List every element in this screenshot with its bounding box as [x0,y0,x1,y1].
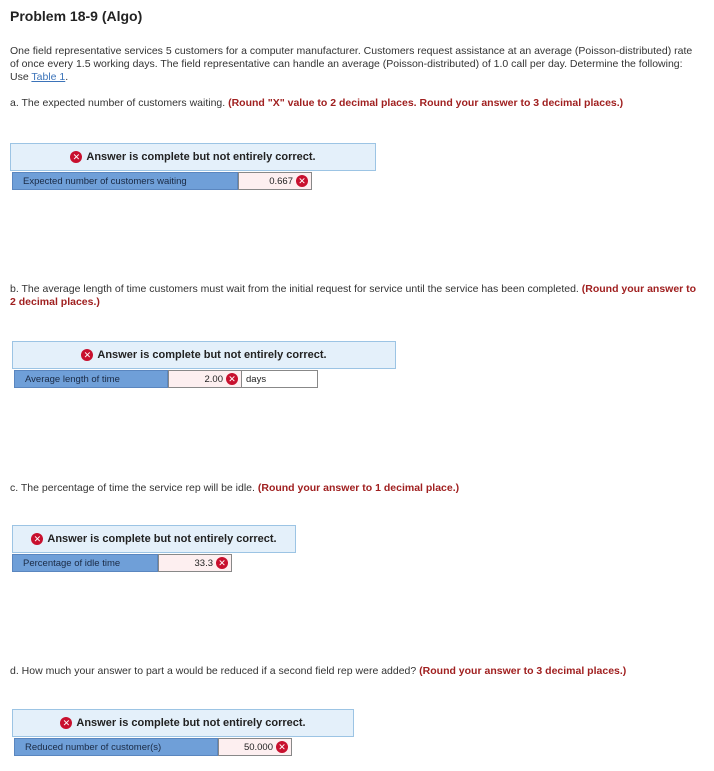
answer-d-value: 50.000 [243,741,273,753]
question-c-instruction: (Round your answer to 1 decimal place.) [257,482,460,494]
answer-banner-b [12,341,396,369]
answer-b-label: Average length of time [14,370,168,388]
answer-row-a [12,172,312,190]
x-circle-icon: ✕ [296,175,308,187]
x-circle-icon: ✕ [31,533,43,545]
answer-banner-d [12,709,354,737]
x-circle-icon: ✕ [216,557,228,569]
answer-a-field[interactable] [238,172,312,190]
intro-end: . [65,71,69,83]
question-c-text: c. The percentage of time the service rep will be idle. [10,482,258,494]
answer-banner-a [10,143,376,171]
answer-row-d [14,738,292,756]
question-a [10,97,700,110]
question-b-text: b. The average length of time customers must wait from the initial request for service until the service has been completed. [10,283,582,295]
x-circle-icon: ✕ [70,151,82,163]
answer-row-b [14,370,318,388]
answer-c-label: Percentage of idle time [12,554,158,572]
answer-c-field[interactable] [158,554,232,572]
question-d-instruction: (Round your answer to 3 decimal places.) [419,665,627,677]
answer-banner-c [12,525,296,553]
table-1-link[interactable]: Table 1 [31,71,66,83]
intro-text: One field representative services 5 customers for a computer manufacturer. Customers request assistance at an average (Poisson-distributed) rate of once every 1.5 working days. The field representative can handle an average (Poisson-distributed) of 1.0 call per day. Determine the following: Use [10,45,693,83]
question-a-text: a. The expected number of customers waiting. [10,97,229,109]
banner-c-text: Answer is complete but not entirely correct. [47,533,277,545]
x-circle-icon: ✕ [81,349,93,361]
answer-d-label: Reduced number of customer(s) [14,738,218,756]
answer-row-c [12,554,232,572]
problem-title: Problem 18-9 (Algo) [10,8,143,24]
answer-d-field[interactable] [218,738,292,756]
question-d [10,665,700,678]
answer-c-value: 33.3 [194,557,213,569]
answer-b-field[interactable] [168,370,242,388]
banner-a-text: Answer is complete but not entirely correct. [86,151,316,163]
question-b-instruction: (Round your answer to 2 decimal places.) [10,283,697,308]
x-circle-icon: ✕ [226,373,238,385]
question-b [10,283,700,309]
banner-b-text: Answer is complete but not entirely correct. [97,349,327,361]
banner-d-text: Answer is complete but not entirely correct. [76,717,306,729]
question-d-text: d. How much your answer to part a would be reduced if a second field rep were added? [10,665,420,677]
answer-b-unit: days [242,370,318,388]
question-a-instruction: (Round "X" value to 2 decimal places. Round your answer to 3 decimal places.) [228,97,624,109]
answer-b-value: 2.00 [204,373,223,385]
problem-intro [10,45,700,84]
x-circle-icon: ✕ [276,741,288,753]
question-c [10,482,700,495]
answer-a-value: 0.667 [269,175,293,187]
x-circle-icon: ✕ [60,717,72,729]
answer-a-label: Expected number of customers waiting [12,172,238,190]
